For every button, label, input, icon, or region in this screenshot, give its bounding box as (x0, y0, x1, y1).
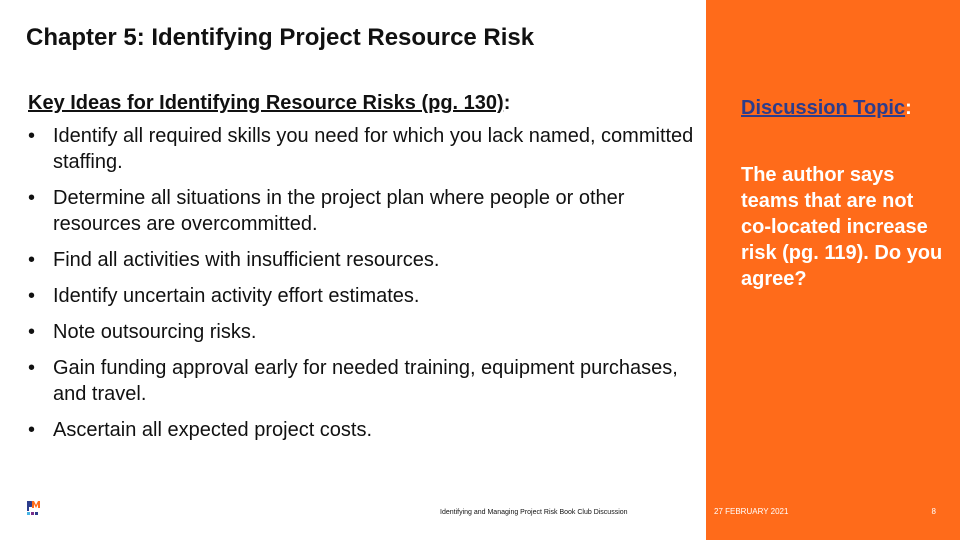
pmi-logo-icon (26, 500, 42, 516)
discussion-topic-heading (741, 96, 912, 120)
list-item (28, 417, 696, 443)
list-item (28, 319, 696, 345)
list-item-text: Ascertain all expected project costs. (53, 419, 373, 441)
list-item (28, 247, 696, 273)
slide-title: Chapter 5: Identifying Project Resource Risk (26, 24, 535, 51)
key-ideas-heading (28, 92, 696, 115)
bullet-icon: • (28, 187, 36, 209)
list-item-text: Determine all situations in the project plan where people or other resources are overcommitted. (53, 187, 625, 235)
key-ideas-heading-text: Key Ideas for Identifying Resource Risks (pg. 130) (28, 92, 504, 114)
list-item (28, 123, 696, 175)
key-ideas-heading-suffix: : (503, 92, 511, 114)
list-item (28, 355, 696, 407)
discussion-panel (706, 0, 960, 540)
list-item-text: Identify all required skills you need for which you lack named, committed staffing. (53, 125, 694, 173)
slide-page-number: 8 (931, 507, 936, 516)
list-item-text: Identify uncertain activity effort estimates. (53, 285, 420, 307)
bullet-icon: • (28, 249, 36, 271)
key-ideas-list (28, 123, 696, 443)
list-item-text: Find all activities with insufficient resources. (53, 249, 440, 271)
slide-date: 27 FEBRUARY 2021 (714, 507, 789, 516)
discussion-topic-suffix: : (905, 97, 912, 119)
bullet-icon: • (28, 357, 36, 379)
bullet-icon: • (28, 419, 36, 441)
list-item (28, 283, 696, 309)
bullet-icon: • (28, 321, 36, 343)
list-item-text: Gain funding approval early for needed training, equipment purchases, and travel. (53, 357, 678, 405)
footer-text: Identifying and Managing Project Risk Book Club Discussion (440, 509, 628, 516)
discussion-topic-body: The author says teams that are not co-located increase risk (pg. 119). Do you agree? (741, 164, 943, 290)
main-content (28, 92, 696, 453)
list-item-text: Note outsourcing risks. (53, 321, 257, 343)
list-item (28, 185, 696, 237)
discussion-topic-link[interactable]: Discussion Topic (741, 97, 906, 119)
bullet-icon: • (28, 125, 36, 147)
bullet-icon: • (28, 285, 36, 307)
